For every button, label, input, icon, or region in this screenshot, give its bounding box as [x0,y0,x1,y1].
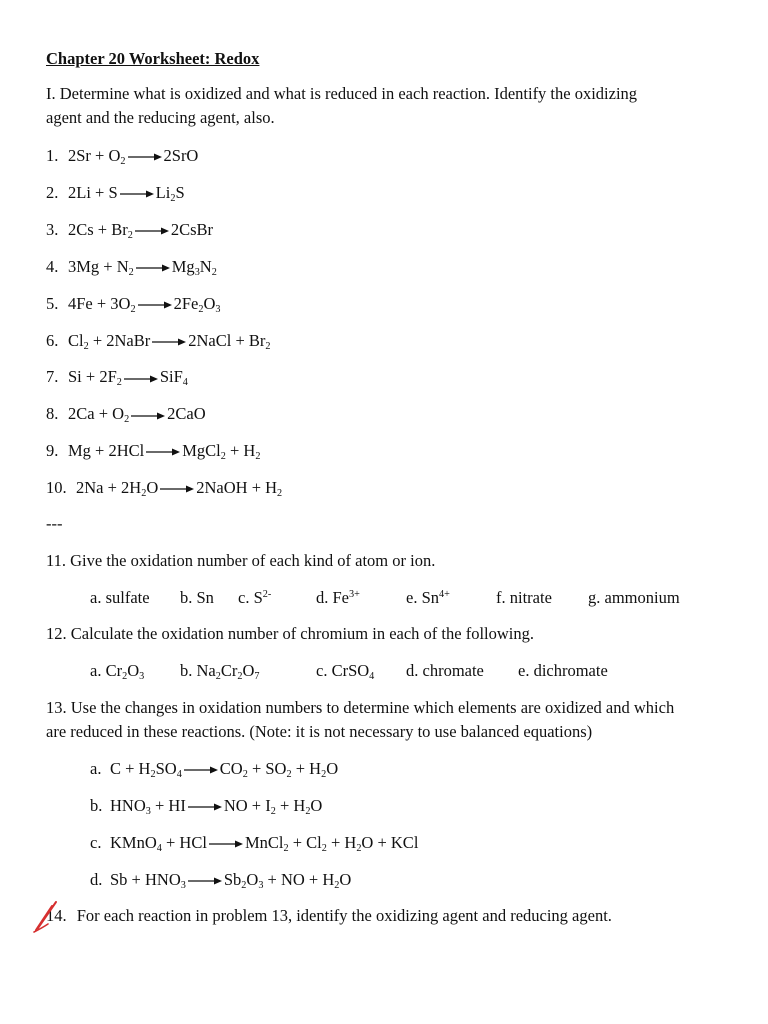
q11-option: d. $Fe^{3+}$ [316,588,360,607]
reaction-arrow-icon [187,876,223,886]
q12-option: c. CrSO$_4$ [316,661,375,683]
reaction-products: MnCl$_2$ + $Cl_2 + H_2O$ + KCl [244,832,419,854]
reaction-number: 10. [46,478,67,498]
reaction-products: 2CaO [167,404,206,424]
reaction-arrow-icon [145,447,181,457]
reaction-arrow-icon [135,263,171,273]
reaction-products: 2CsBr [170,219,214,239]
reaction-arrow-icon [127,152,163,162]
reaction-7 [46,367,188,387]
reaction-number: 9. [46,441,59,461]
reaction-arrow-icon [119,189,155,199]
q11-option: g. ammonium [588,588,680,607]
q11-option: c. $S^{2-}$ [238,588,272,607]
question-14-number: 14. [46,906,67,925]
reaction-products: MgCl$_2$ + $H_2$ [182,441,261,463]
section1-instructions-line2: agent and the reducing agent, also. [46,108,275,127]
reaction-arrow-icon [208,839,244,849]
reaction-number: c. [90,832,102,852]
reaction-number: b. [90,795,103,815]
q12-option: e. dichromate [518,661,608,680]
q12-option: d. chromate [406,661,484,680]
reaction-reactants: KMnO$_4$ + HCl [110,832,207,854]
reaction-3 [46,220,213,240]
question-14-text: For each reaction in problem 13, identify the oxidizing agent and reducing agent. [76,906,612,925]
reaction-arrow-icon [123,374,159,384]
reaction-products: 2SrO [163,146,199,165]
reaction-8 [46,404,206,424]
reaction-products: $Li_2S$ [155,182,185,204]
question-13-line2: are reduced in these reactions. (Note: it is not necessary to use balanced equations) [46,722,593,741]
reaction-products: $CO_2 + SO_2 + H_2O$ [219,759,339,781]
q13-reaction-3 [90,833,418,853]
q11-option: b. Sn [180,588,214,607]
reaction-products: $Mg_3N_2$ [171,256,217,278]
red-checkmark-icon [32,898,72,934]
divider: --- [46,514,63,533]
q11-option: e. $Sn^{4+}$ [406,588,450,607]
reaction-arrow-icon [183,765,219,775]
reaction-arrow-icon [151,337,187,347]
reaction-reactants: $Si + 2F_2$ [68,367,122,389]
reaction-arrow-icon [137,300,173,310]
reaction-number: 4. [46,256,59,276]
reaction-number: a. [90,759,102,778]
reaction-9 [46,441,260,461]
reaction-4 [46,257,217,277]
reaction-6 [46,331,271,351]
reaction-10 [46,478,282,498]
reaction-reactants: Mg + 2HCl [68,441,145,461]
reaction-reactants: $Sb + HNO_3$ [110,869,186,891]
reaction-products: 2NaOH + $H_2$ [196,478,283,500]
reaction-reactants: $Cl_2$ + 2NaBr [68,330,151,352]
reaction-reactants: $3Mg + N_2$ [68,256,134,278]
q13-reaction-1 [90,759,338,779]
question-11-text: 11. Give the oxidation number of each kind of atom or ion. [46,551,436,570]
page-title: Chapter 20 Worksheet: Redox [46,49,260,68]
reaction-arrow-icon [187,802,223,812]
reaction-number: 2. [46,182,59,202]
reaction-2 [46,183,185,203]
reaction-reactants: $2Sr + O_2$ [68,146,126,168]
reaction-arrow-icon [159,484,195,494]
reaction-number: 5. [46,293,59,313]
reaction-reactants: $2Na + 2H_2O$ [76,478,159,500]
reaction-products: SiF$_4$ [159,367,188,389]
question-13-line1: 13. Use the changes in oxidation numbers to determine which elements are oxidized and which [46,698,675,717]
q12-option: b. $Na_2Cr_2O_7$ [180,661,260,683]
reaction-arrow-icon [134,226,170,236]
reaction-products: 2NaCl + $Br_2$ [188,330,271,352]
reaction-1 [46,146,198,166]
reaction-reactants: $C + H_2SO_4$ [110,759,182,781]
section1-instructions-line1: I. Determine what is oxidized and what is reduced in each reaction. Identify the oxidizing [46,84,638,103]
reaction-reactants: $HNO_3$ + HI [110,795,186,817]
q11-option: a. sulfate [90,588,150,607]
q12-option: a. $Cr_2O_3$ [90,661,145,683]
reaction-number: 8. [46,404,59,424]
reaction-arrow-icon [130,411,166,421]
reaction-reactants: 2Li + S [68,182,118,202]
question-14 [46,906,612,926]
reaction-products: $Sb_2O_3$ + NO + $H_2O$ [223,869,352,891]
reaction-number: 3. [46,219,59,239]
q13-reaction-4 [90,870,351,890]
reaction-products: NO + $I_2 + H_2O$ [223,795,323,817]
reaction-number: d. [90,869,103,889]
question-12-text: 12. Calculate the oxidation number of chromium in each of the following. [46,624,534,643]
reaction-number: 1. [46,146,59,165]
reaction-reactants: $4Fe + 3O_2$ [68,293,136,315]
reaction-number: 7. [46,367,59,387]
reaction-number: 6. [46,330,59,350]
reaction-reactants: $2Cs + Br_2$ [68,219,133,241]
reaction-products: $2Fe_2O_3$ [173,293,221,315]
q11-option: f. nitrate [496,588,552,607]
q13-reaction-2 [90,796,322,816]
reaction-reactants: $2Ca + O_2$ [68,404,130,426]
reaction-5 [46,294,220,314]
